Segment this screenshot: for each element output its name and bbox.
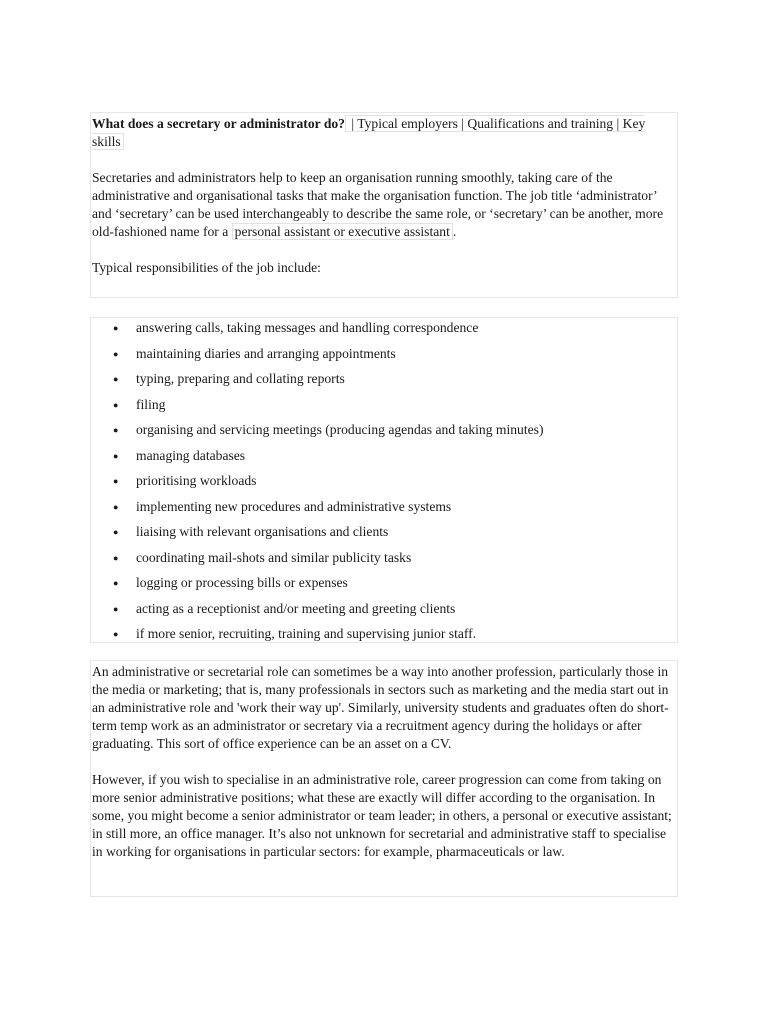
career-paragraph-1: An administrative or secretarial role can sometimes be a way into another profession, particularly those in the media or marketing; that is, many professionals in sectors such as marketing and the media start out in an administrative role and 'work their way up'. Similarly, university students and graduates often do short-term temp work as an administrator or secretary via a recruitment agency during the holidays or after graduating. This sort of office experience can be an asset on a CV. [92, 664, 669, 751]
bullet-icon: ● [113, 629, 119, 639]
responsibility-item [91, 345, 677, 371]
nav-link-qualifications-training[interactable]: Qualifications and training [467, 116, 614, 131]
nav-link-key-skills[interactable]: Key skills [92, 116, 646, 149]
bullet-icon: ● [113, 552, 119, 563]
responsibility-text: acting as a receptionist and/or meeting and greeting clients [136, 600, 456, 616]
responsibility-item [91, 370, 677, 396]
personal-assistant-link[interactable]: personal assistant or executive assistant [232, 223, 453, 240]
bullet-icon: ● [113, 374, 119, 384]
bullet-icon: ● [113, 501, 119, 512]
bullet-icon: ● [113, 603, 119, 614]
bullet-icon: ● [113, 527, 119, 537]
responsibility-item [91, 396, 677, 422]
responsibility-item [91, 319, 677, 345]
responsibility-item [91, 549, 677, 575]
bullet-icon: ● [113, 323, 119, 333]
responsibility-text: liaising with relevant organisations and clients [136, 524, 389, 539]
bullet-icon: ● [113, 578, 119, 588]
responsibility-text: maintaining diaries and arranging appointments [136, 345, 396, 361]
responsibility-item [91, 472, 677, 498]
responsibilities-section [90, 317, 678, 643]
nav-separator: | [347, 116, 358, 131]
nav-current-title: What does a secretary or administrator do? [92, 116, 345, 131]
responsibility-item [91, 523, 677, 549]
responsibility-text: typing, preparing and collating reports [136, 371, 345, 386]
responsibility-text: filing [136, 396, 166, 412]
bullet-icon: ● [113, 399, 119, 410]
responsibility-text: managing databases [136, 447, 246, 463]
responsibility-text: if more senior, recruiting, training and supervising junior staff. [136, 626, 477, 641]
responsibility-text: prioritising workloads [136, 473, 257, 488]
responsibility-item [91, 447, 677, 473]
responsibility-item [91, 421, 677, 447]
career-paragraph-2: However, if you wish to specialise in an administrative role, career progression can come from taking on more senior administrative positions; what these are exactly will differ according to the organisation. In some, you might become a senior administrator or team leader; in others, a personal or executive assistant; in still more, an office manager. It’s also not unknown for secretarial and administrative staff to specialise in working for organisations in particular sectors: for example, pharmaceuticals or law. [92, 772, 672, 859]
responsibility-text: answering calls, taking messages and handling correspondence [136, 320, 479, 335]
nav-separator: | [613, 116, 623, 131]
career-section [90, 660, 678, 897]
intro-section [90, 112, 678, 298]
responsibility-item [91, 600, 677, 626]
nav-separator: | [457, 116, 468, 131]
responsibility-item [91, 498, 677, 524]
responsibility-text: coordinating mail-shots and similar publicity tasks [136, 549, 412, 565]
nav-link-typical-employers[interactable]: Typical employers [357, 116, 458, 131]
responsibility-text: organising and servicing meetings (producing agendas and taking minutes) [136, 422, 544, 437]
bullet-icon: ● [113, 348, 119, 359]
responsibility-text: implementing new procedures and administrative systems [136, 498, 452, 514]
role-description-end: . [452, 224, 457, 239]
page-nav [92, 115, 676, 151]
bullet-icon: ● [113, 450, 119, 461]
role-description [92, 169, 676, 241]
responsibilities-list [91, 319, 677, 651]
responsibility-text: logging or processing bills or expenses [136, 575, 348, 590]
bullet-icon: ● [113, 476, 119, 486]
responsibilities-intro: Typical responsibilities of the job include: [92, 260, 321, 275]
bullet-icon: ● [113, 425, 119, 435]
responsibility-item [91, 574, 677, 600]
responsibility-item [91, 625, 677, 651]
role-description-text: Secretaries and administrators help to keep an organisation running smoothly, taking care of the administrative and organisational tasks that make the organisation function. The job title ‘administrator’ and ‘secretary’ can be used interchangeably to describe the same role, or ‘secretary’ can be another, more old-fashioned name for a [92, 170, 664, 239]
